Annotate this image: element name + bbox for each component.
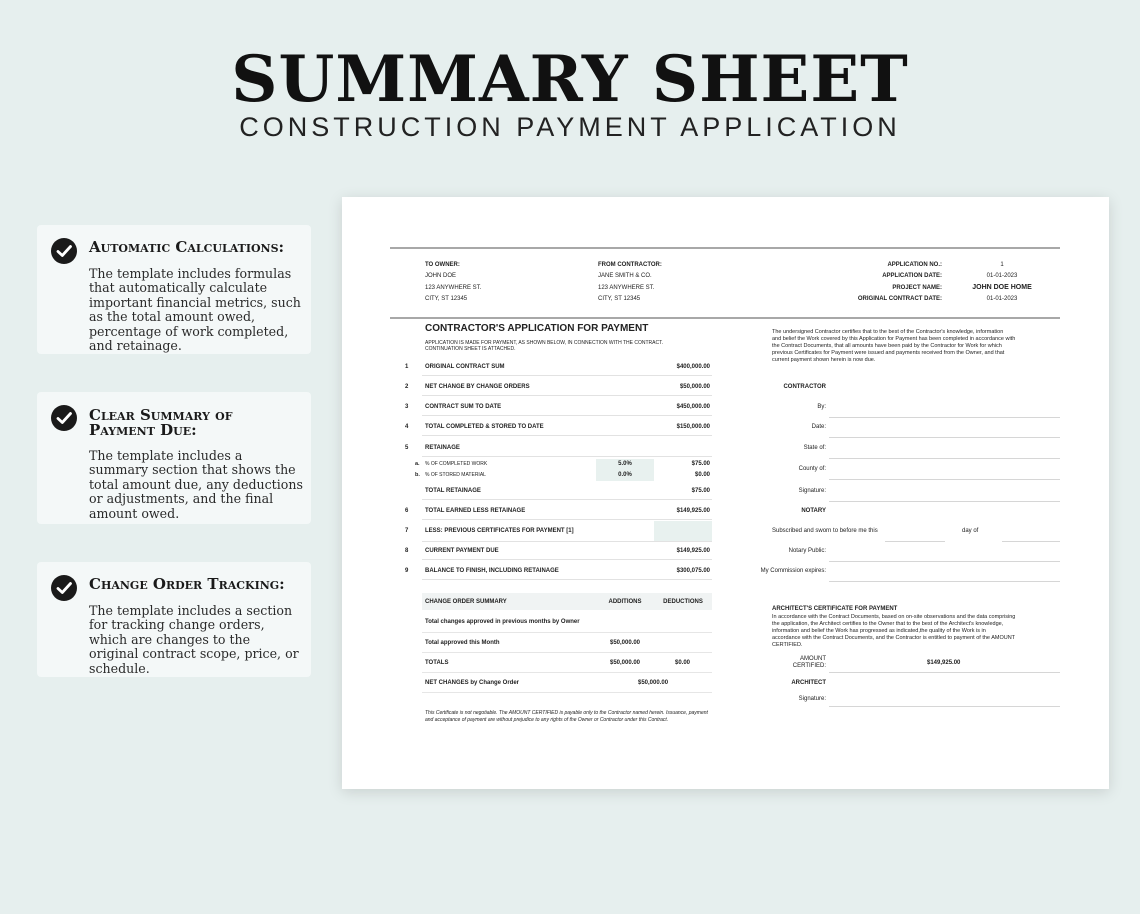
application-intro: CONTINUATION SHEET IS ATTACHED. [425, 346, 516, 352]
line-label: RETAINAGE [425, 445, 460, 451]
contract-date-label: ORIGINAL CONTRACT DATE: [857, 296, 942, 302]
payment-application-sheet [342, 197, 1109, 789]
line-value: $300,075.00 [676, 568, 710, 574]
line-value: $400,000.00 [676, 364, 710, 370]
feature-text: The template includes a section for tracking change orders, which are changes to the original contract scope, price, or schedule. [89, 603, 299, 676]
owner-name: JOHN DOE [425, 273, 457, 279]
retainage-letter: b. [415, 472, 420, 478]
retainage-letter: a. [415, 461, 420, 467]
commission-field[interactable] [829, 581, 1060, 582]
day-of-field[interactable] [1002, 541, 1060, 542]
notary-heading: NOTARY [801, 508, 826, 514]
feature-card-change-orders [37, 562, 311, 677]
application-title: CONTRACTOR'S APPLICATION FOR PAYMENT [425, 323, 649, 334]
line-label: CONTRACT SUM TO DATE [425, 404, 502, 410]
sworn-label: Subscribed and sworn to before me this [772, 528, 878, 534]
sworn-date-field[interactable] [885, 541, 945, 542]
certify-text: and belief the Work covered by this Application for Payment has been completed in accordance with [772, 336, 1016, 342]
project-name-label: PROJECT NAME: [892, 285, 942, 291]
line-label: NET CHANGE BY CHANGE ORDERS [425, 384, 530, 390]
line-label: CURRENT PAYMENT DUE [425, 548, 499, 554]
footnote: This Certificate is not negotiable. The AMOUNT CERTIFIED is payable only to the Contractor named herein. Issuance, payment [425, 710, 708, 716]
change-order-row-label: NET CHANGES by Change Order [425, 680, 520, 686]
owner-label: TO OWNER: [425, 262, 460, 268]
line-number: 7 [405, 528, 409, 534]
architect-signature-field[interactable] [829, 706, 1060, 707]
architect-text: information and belief the Work has progressed as indicated,the quality of the Work is in [772, 628, 986, 634]
line-number: 2 [405, 384, 409, 390]
day-of-label: day of [962, 528, 979, 534]
application-date-label: APPLICATION DATE: [882, 273, 942, 279]
line-number: 5 [405, 445, 409, 451]
change-order-deduction: $0.00 [675, 660, 691, 666]
checkmark-icon [51, 405, 77, 431]
line-number: 1 [405, 364, 409, 370]
application-intro: APPLICATION IS MADE FOR PAYMENT, AS SHOWN BELOW, IN CONNECTION WITH THE CONTRACT. [425, 340, 663, 346]
architect-text: accordance with the Contract Documents, and the Contractor is entitled to payment of the AMOUNT [772, 635, 1016, 641]
by-field[interactable] [829, 417, 1060, 418]
contract-date-value: 01-01-2023 [986, 296, 1018, 302]
line-number: 8 [405, 548, 409, 554]
line-label: TOTAL COMPLETED & STORED TO DATE [425, 424, 544, 430]
change-order-header: ADDITIONS [608, 599, 642, 605]
date-label: Date: [811, 424, 826, 430]
contractor-heading: CONTRACTOR [783, 384, 826, 390]
line-value: $450,000.00 [676, 404, 710, 410]
state-field[interactable] [829, 458, 1060, 459]
amount-certified-label: CERTIFIED: [792, 663, 826, 669]
project-name-value: JOHN DOE HOME [972, 284, 1032, 291]
contractor-name: JANE SMITH & CO. [598, 273, 652, 279]
line-number: 6 [405, 508, 409, 514]
amount-certified-value: $149,925.00 [927, 660, 961, 666]
line-label: TOTAL EARNED LESS RETAINAGE [425, 508, 526, 514]
certify-text: previous Certificates for Payment were issued and payments received from the Owner, and that [772, 350, 1005, 356]
line-value: $149,925.00 [676, 508, 710, 514]
contractor-label: FROM CONTRACTOR: [598, 262, 662, 268]
change-order-row-label: Total approved this Month [425, 640, 500, 646]
feature-title: Automatic Calculations: [89, 238, 285, 256]
checkmark-icon [51, 575, 77, 601]
county-label: County of: [798, 466, 826, 472]
change-order-header: CHANGE ORDER SUMMARY [425, 599, 507, 605]
line-number: 9 [405, 568, 409, 574]
page-title: SUMMARY SHEET [231, 42, 909, 117]
feature-card-summary [37, 392, 311, 524]
architect-text: In accordance with the Contract Documents, based on on-site observations and the data comprising [772, 614, 1016, 620]
certify-text: the Contract Documents, that all amounts have been paid by the Contractor for Work for which [772, 343, 1002, 349]
change-order-row-label: Total changes approved in previous months by Owner [425, 619, 580, 625]
line-number: 3 [405, 404, 409, 410]
change-order-row-label: TOTALS [425, 660, 449, 666]
line-label: ORIGINAL CONTRACT SUM [425, 364, 505, 370]
line-value: $150,000.00 [676, 424, 710, 430]
application-date-value: 01-01-2023 [986, 273, 1018, 279]
notary-public-label: Notary Public: [788, 548, 826, 554]
by-label: By: [817, 404, 826, 410]
page-subtitle: CONSTRUCTION PAYMENT APPLICATION [239, 112, 901, 142]
change-order-addition: $50,000.00 [609, 660, 641, 666]
state-label: State of: [803, 445, 826, 451]
application-no-label: APPLICATION NO.: [887, 262, 942, 268]
line-value: $50,000.00 [679, 384, 710, 390]
contractor-city: CITY, ST 12345 [598, 296, 641, 302]
line-label: BALANCE TO FINISH, INCLUDING RETAINAGE [425, 568, 559, 574]
footnote: and acceptance of payment are without prejudice to any rights of the Owner or Contractor under this Contract. [425, 717, 669, 723]
owner-address: 123 ANYWHERE ST. [425, 285, 482, 291]
certify-text: The undersigned Contractor certifies that to the best of the Contractor's knowledge, information [772, 329, 1004, 335]
feature-title: Change Order Tracking: [89, 575, 285, 593]
commission-label: My Commission expires: [760, 568, 826, 574]
amount-certified-label: AMOUNT [800, 656, 826, 662]
change-order-net-value: $50,000.00 [638, 680, 669, 686]
line-value: $149,925.00 [676, 548, 710, 554]
architect-label: ARCHITECT [791, 680, 826, 686]
retainage-label: % OF STORED MATERIAL [425, 472, 486, 478]
retainage-percent: 0.0% [618, 472, 632, 478]
county-field[interactable] [829, 479, 1060, 480]
architect-text: the application, the Architect certifies to the Owner that to the best of the Architect's knowledge, [772, 621, 1004, 627]
line-number: 4 [405, 424, 409, 430]
retainage-percent: 5.0% [618, 461, 632, 467]
date-field[interactable] [829, 437, 1060, 438]
contractor-address: 123 ANYWHERE ST. [598, 285, 655, 291]
change-order-addition: $50,000.00 [609, 640, 641, 646]
notary-public-field[interactable] [829, 561, 1060, 562]
change-order-header: DEDUCTIONS [663, 599, 703, 605]
line-label: TOTAL RETAINAGE [425, 488, 481, 494]
retainage-label: % OF COMPLETED WORK [425, 461, 488, 467]
architect-heading: ARCHITECT'S CERTIFICATE FOR PAYMENT [772, 606, 898, 612]
retainage-value: $75.00 [691, 461, 710, 467]
feature-title: Clear Summary of Payment Due: [89, 406, 233, 439]
feature-text: The template includes a summary section that shows the total amount due, any deductions or adjustments, and the final amount owed. [89, 448, 303, 521]
signature-label: Signature: [798, 488, 826, 494]
feature-card-calculations [37, 225, 311, 354]
line-value: $75.00 [691, 488, 710, 494]
line-label: LESS: PREVIOUS CERTIFICATES FOR PAYMENT [1] [425, 528, 574, 534]
checkmark-icon [51, 238, 77, 264]
feature-text: The template includes formulas that automatically calculate important financial metrics, such as the total amount owed, percentage of work completed, and retainage. [89, 266, 301, 354]
application-no-value: 1 [1000, 262, 1004, 268]
certify-text: current payment shown herein is now due. [772, 357, 876, 363]
owner-city: CITY, ST 12345 [425, 296, 468, 302]
retainage-value: $0.00 [694, 472, 710, 478]
architect-text: CERTIFIED. [772, 642, 803, 648]
signature-field[interactable] [829, 501, 1060, 502]
architect-signature-label: Signature: [798, 696, 826, 702]
